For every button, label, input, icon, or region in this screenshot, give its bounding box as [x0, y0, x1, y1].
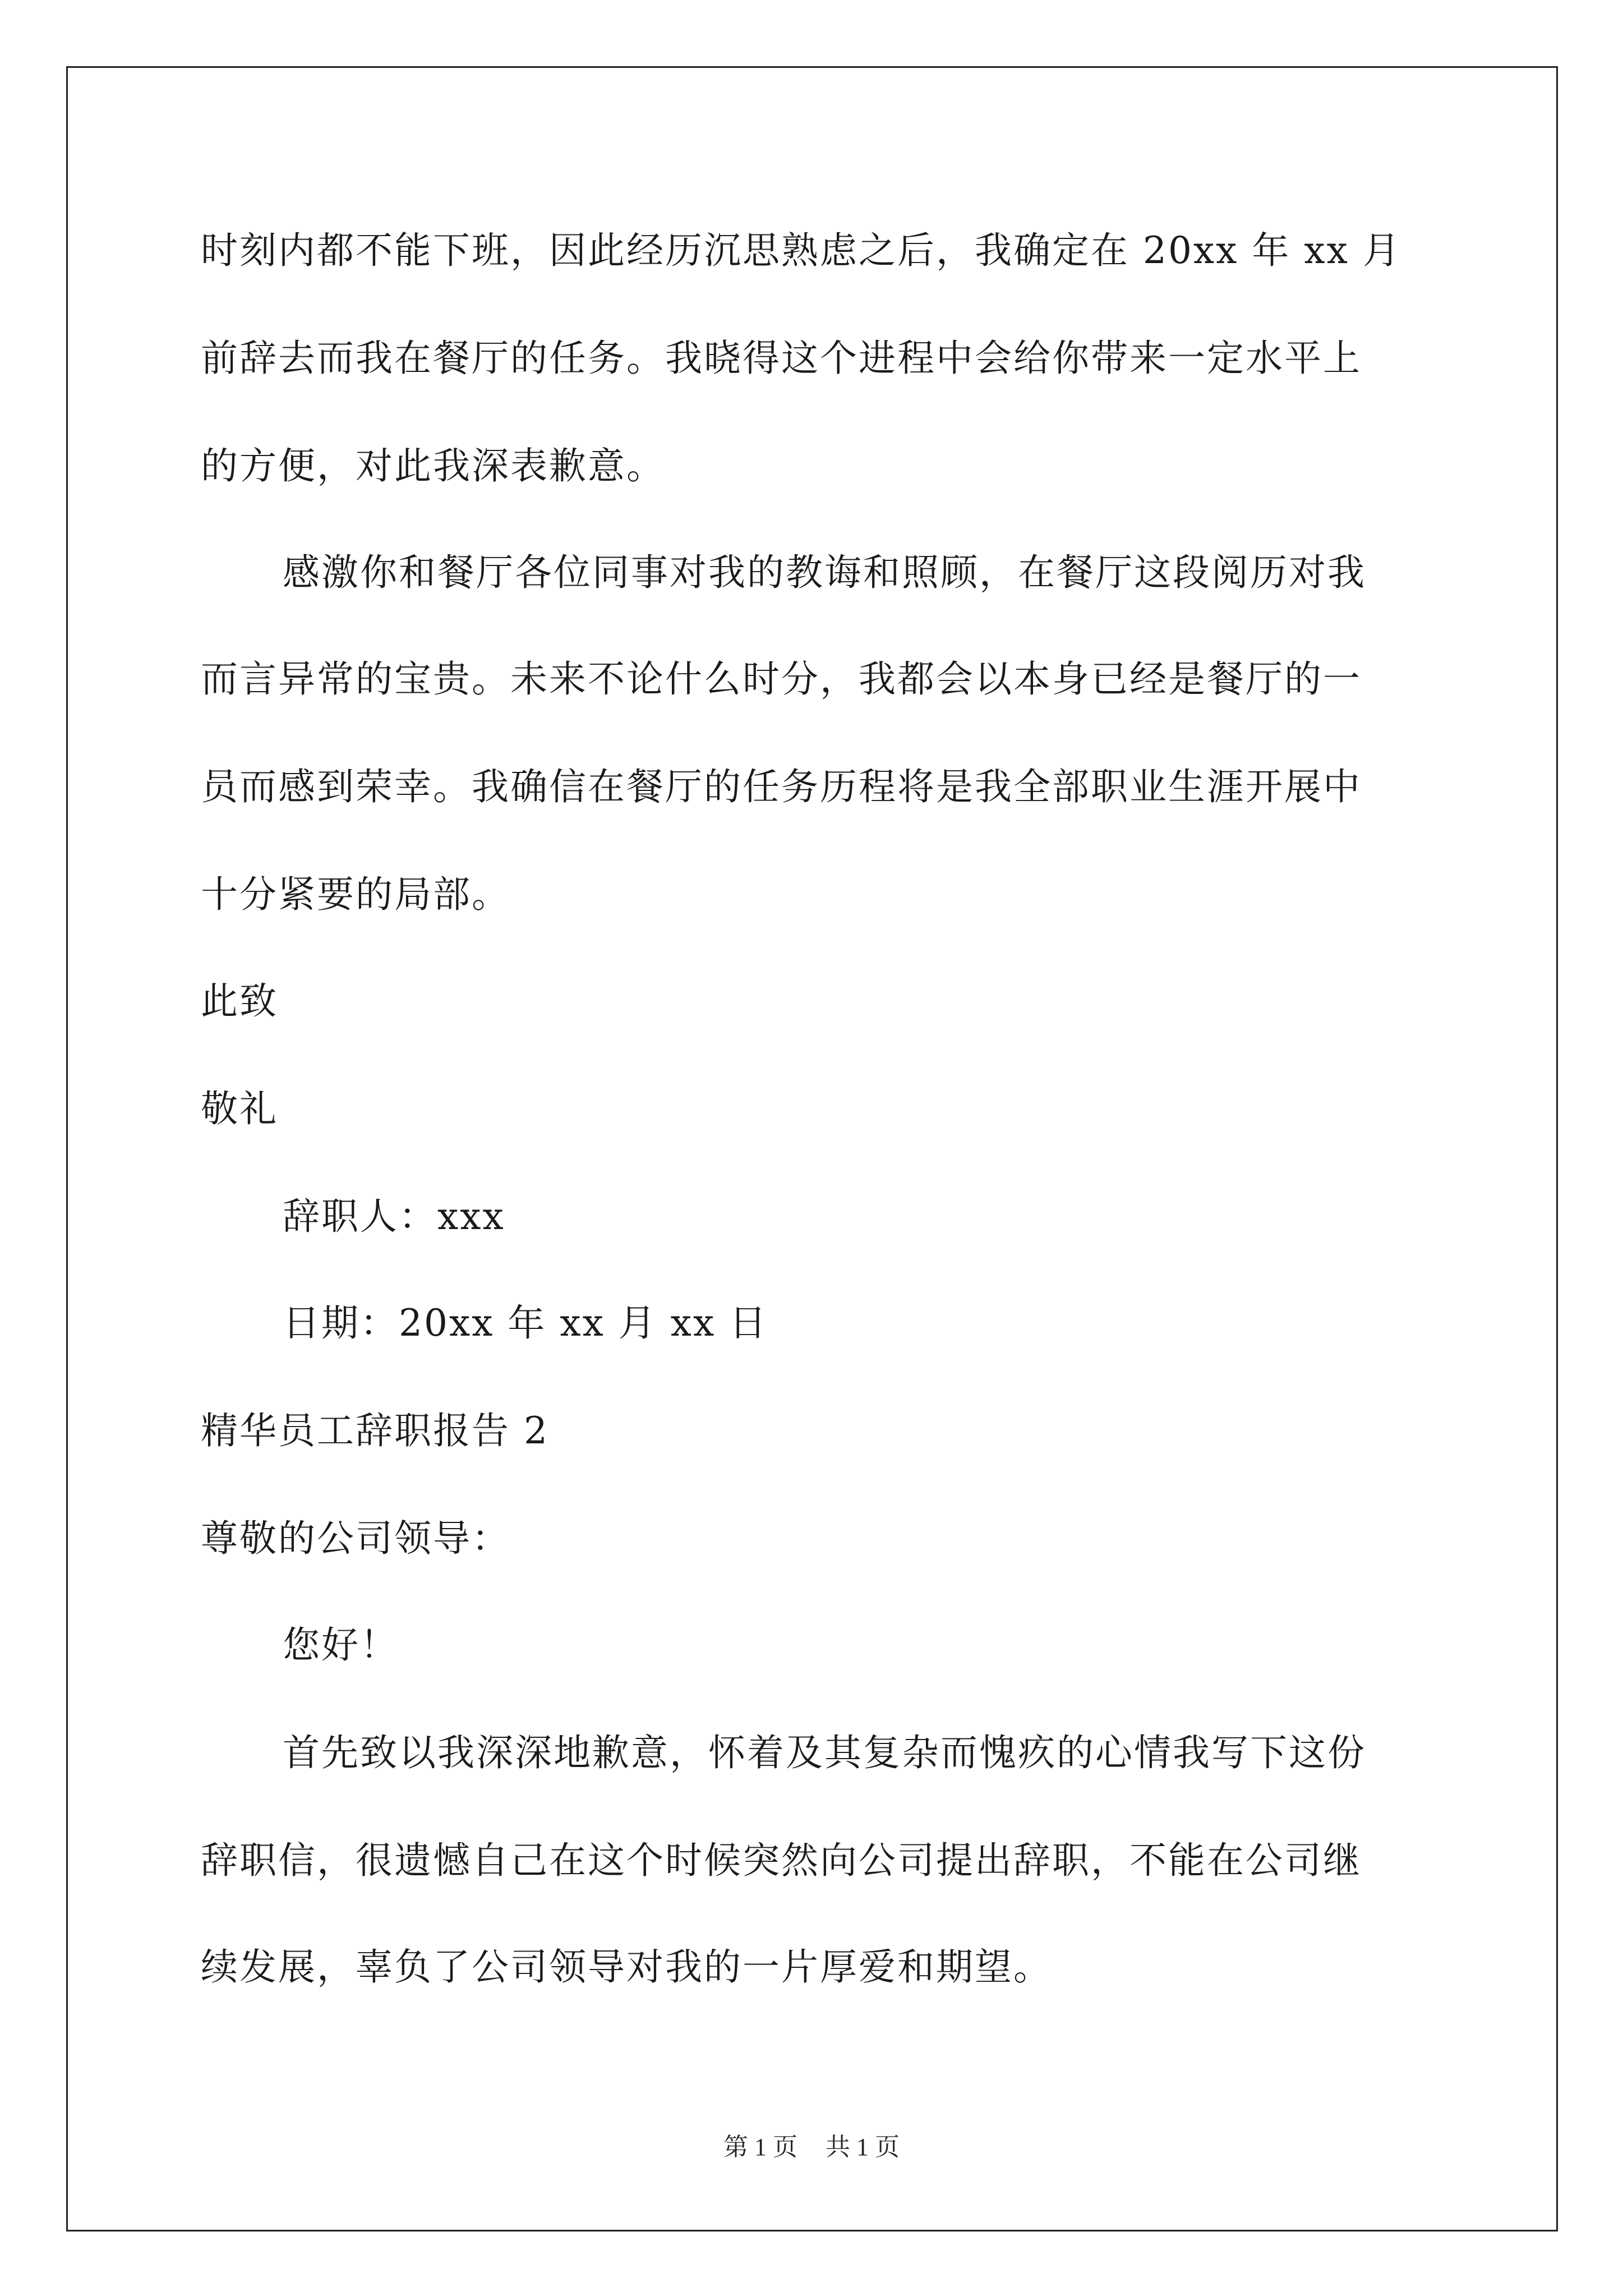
closing-salutation: 此致: [201, 979, 278, 1023]
paragraph-line: 而言异常的宝贵。未来不论什么时分，我都会以本身已经是餐厅的一: [201, 657, 1362, 701]
signature-name: 辞职人：xxx: [283, 1195, 505, 1238]
signature-date: 日期：20xx 年 xx 月 xx 日: [283, 1301, 768, 1345]
paragraph-line: 辞职信，很遗憾自己在这个时候突然向公司提出辞职，不能在公司继: [201, 1839, 1362, 1882]
closing-regards: 敬礼: [201, 1087, 278, 1130]
paragraph-line: 的方便，对此我深表歉意。: [201, 444, 665, 487]
paragraph-line: 员而感到荣幸。我确信在餐厅的任务历程将是我全部职业生涯开展中: [201, 765, 1362, 808]
paragraph-line: 首先致以我深深地歉意，怀着及其复杂而愧疚的心情我写下这份: [283, 1731, 1366, 1774]
section-title: 精华员工辞职报告 2: [201, 1409, 549, 1452]
paragraph-line: 时刻内都不能下班，因此经历沉思熟虑之后，我确定在 20xx 年 xx 月: [201, 229, 1401, 272]
letter-addressee: 尊敬的公司领导：: [201, 1517, 510, 1560]
paragraph-line: 感激你和餐厅各位同事对我的教诲和照顾，在餐厅这段阅历对我: [283, 551, 1366, 594]
page-total: 共 1 页: [826, 2133, 900, 2161]
page-border: [66, 66, 1558, 2231]
letter-greeting: 您好！: [283, 1623, 399, 1667]
paragraph-line: 前辞去而我在餐厅的任务。我晓得这个进程中会给你带来一定水平上: [201, 337, 1362, 380]
paragraph-line: 续发展，辜负了公司领导对我的一片厚爱和期望。: [201, 1945, 1052, 1989]
page-footer: [0, 2131, 1623, 2164]
paragraph-line: 十分紧要的局部。: [201, 873, 510, 916]
page-number: 第 1 页: [723, 2133, 797, 2161]
